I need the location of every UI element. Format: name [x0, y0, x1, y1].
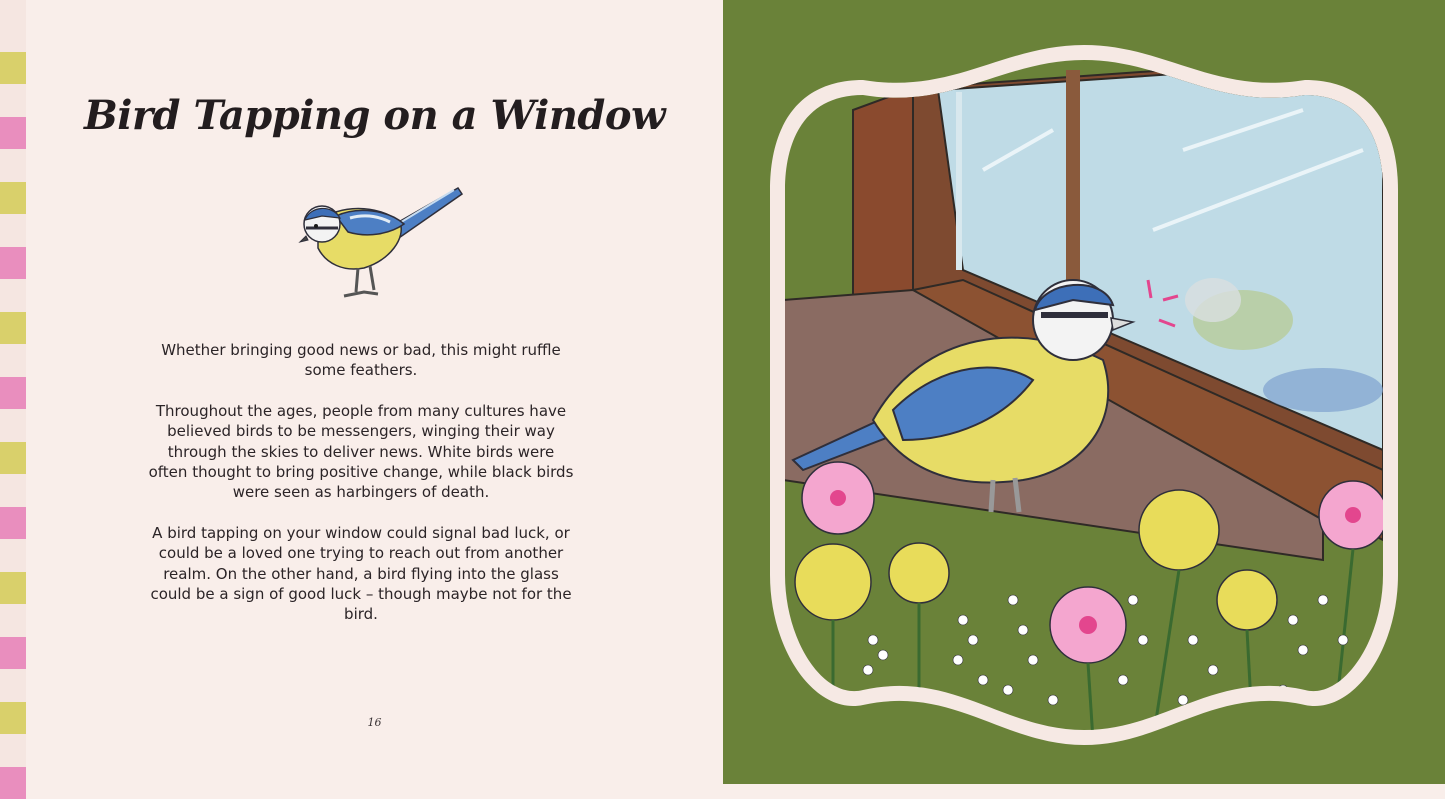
left-page [26, 0, 723, 784]
spine-stripe [0, 117, 26, 149]
page-number: 16 [367, 716, 382, 729]
spine-stripe [0, 637, 26, 669]
spine-stripe [0, 442, 26, 474]
spine-stripe [0, 767, 26, 799]
spine-stripe [0, 247, 26, 279]
spine-stripe [0, 507, 26, 539]
bird-at-window-illustration [723, 0, 1445, 784]
illustration-page [723, 0, 1445, 784]
blue-tit-icon [278, 182, 488, 306]
spine-stripe [0, 52, 26, 84]
spine-stripe [0, 182, 26, 214]
spine-stripe [0, 312, 26, 344]
spine-stripe [0, 702, 26, 734]
paragraph: A bird tapping on your window could signal bad luck, or could be a loved one trying to reach out from another realm. On the other hand, a bird flying into the glass could be a sign of good luck – though maybe not for the bird. [150, 523, 572, 624]
paragraph: Whether bringing good news or bad, this might ruffle some feathers. [161, 341, 561, 380]
page-spine-edge [0, 0, 26, 784]
spine-stripe [0, 377, 26, 409]
spine-stripe [0, 572, 26, 604]
paragraph: Throughout the ages, people from many cultures have believed birds to be messengers, winging their way through the skies to deliver news. White birds were often thought to bring positive change, while black birds were seen as harbingers of death. [148, 401, 574, 502]
body-text [146, 340, 576, 645]
page-title: Bird Tapping on a Window [83, 92, 666, 139]
